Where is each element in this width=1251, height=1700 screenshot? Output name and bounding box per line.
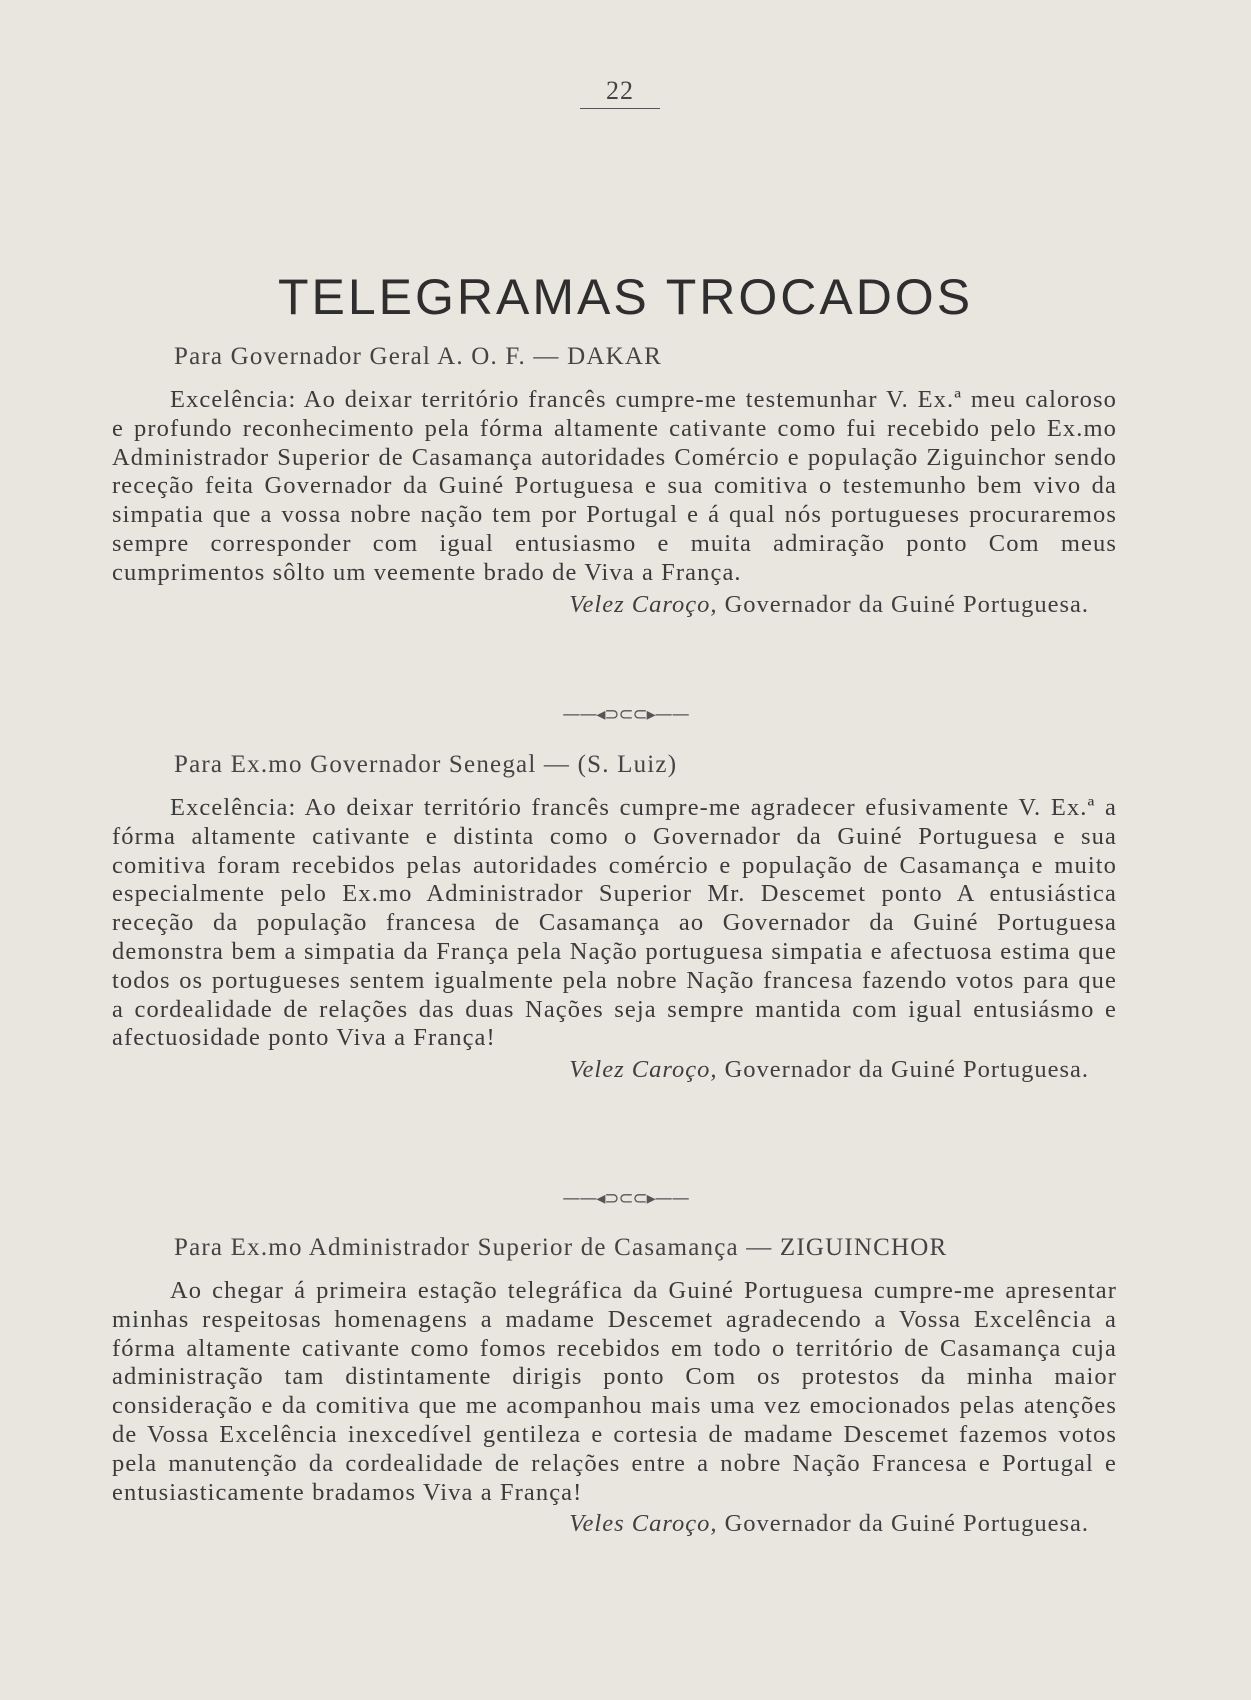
signature-role: Governador da Guiné Portuguesa. <box>724 1510 1089 1538</box>
telegram-dakar <box>112 342 1117 620</box>
section-divider: ——◂⊃⊂⊂▸—— <box>562 704 689 725</box>
signature-name: Velez Caroço, <box>569 590 718 618</box>
section-divider: ——◂⊃⊂⊂▸—— <box>562 1188 689 1209</box>
page-title: TELEGRAMAS TROCADOS <box>277 269 974 325</box>
signature-name: Veles Caroço, <box>569 1510 718 1538</box>
telegram-senegal <box>112 750 1117 1085</box>
telegram-heading: Para Governador Geral A. O. F. — DAKAR <box>174 343 662 370</box>
telegram-signature <box>112 1055 1117 1085</box>
telegram-heading: Para Ex.mo Governador Senegal — (S. Luiz) <box>174 751 678 778</box>
telegram-ziguinchor <box>112 1233 1117 1539</box>
telegram-body: Excelência: Ao deixar território francês cumpre-me agradecer efusivamente V. Ex.ª a fórma altamente cativante e distinta como o Governador da Guiné Portuguesa e sua comitiva foram recebidos pelas autoridades comércio e população de Casamança e muito especialmente pelo Ex.mo Administrador Superior Mr. Descemet ponto A entusiástica receção da população francesa de Casamança ao Governador da Guiné Portuguesa demonstra bem a simpatia da França pela Nação portuguesa simpatia e afectuosa estima que todos os portugueses sentem igualmente pela nobre Nação francesa fazendo votos para que a cordealidade de relações das duas Nações seja sempre mantida com igual entusiásmo e afectuosidade ponto Viva a França! <box>112 794 1117 1052</box>
telegram-signature <box>112 590 1117 620</box>
telegram-body: Excelência: Ao deixar território francês cumpre-me testemunhar V. Ex.ª meu caloroso e profundo reconhecimento pela fórma altamente cativante como fui recebido pelo Ex.mo Administrador Superior de Casamança autoridades Comércio e população Ziguinchor sendo receção feita Governador da Guiné Portuguesa e sua comitiva o testemunho bem vivo da simpatia que a vossa nobre nação tem por Portugal e á qual nós portugueses procuraremos sempre corresponder com igual entusiasmo e muita admiração ponto Com meus cumprimentos sôlto um veemente brado de Viva a França. <box>112 386 1117 586</box>
signature-role: Governador da Guiné Portuguesa. <box>724 590 1089 618</box>
telegram-heading: Para Ex.mo Administrador Superior de Casamança — ZIGUINCHOR <box>174 1234 948 1261</box>
signature-name: Velez Caroço, <box>569 1056 718 1084</box>
page-number: 22 <box>580 76 660 109</box>
telegram-body: Ao chegar á primeira estação telegráfica da Guiné Portuguesa cumpre-me apresentar minhas respeitosas homenagens a madame Descemet agradecendo a Vossa Excelência a fórma altamente cativante como fomos recebidos em todo o território de Casamança cuja administração tam distintamente dirigis ponto Com os protestos da minha maior consideração e da comitiva que me acompanhou mais uma vez emocionados pelas atenções de Vossa Excelência inexcedível gentileza e cortesia de madame Descemet fazemos votos pela manutenção da cordealidade de relações entre a nobre Nação Francesa e Portugal e entusiasticamente bradamos Viva a França! <box>112 1277 1117 1506</box>
signature-role: Governador da Guiné Portuguesa. <box>724 1056 1089 1084</box>
telegram-signature <box>112 1509 1117 1539</box>
